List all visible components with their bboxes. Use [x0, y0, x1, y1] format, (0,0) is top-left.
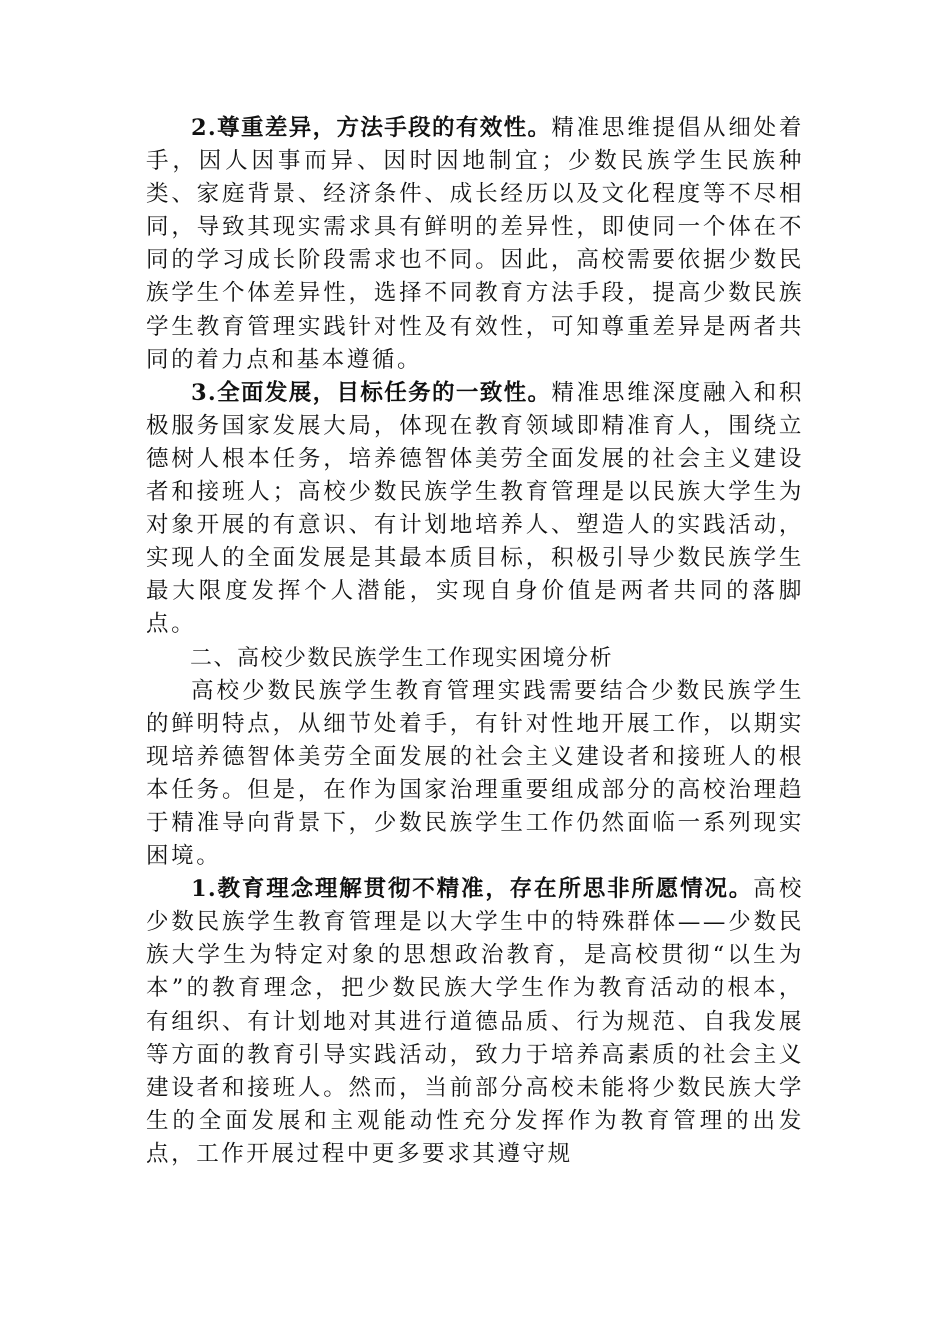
document-body [146, 112, 804, 1171]
paragraph-lead: 1.教育理念理解贯彻不精准，存在所思非所愿情况。 [191, 876, 754, 903]
paragraph-text: 精准思维提倡从细处着手，因人因事而异、因时因地制宜；少数民族学生民族种类、家庭背景、经济条件、成长经历以及文化程度等不尽相同，导致其现实需求具有鲜明的差异性，即使同一个体在不同的学习成长阶段需求也不同。因此，高校需要依据少数民族学生个体差异性，选择不同教育方法手段，提高少数民族学生教育管理实践针对性及有效性，可知尊重差异是两者共同的着力点和基本遵循。 [146, 115, 804, 373]
paragraph-text: 精准思维深度融入和积极服务国家发展大局，体现在教育领域即精准育人，围绕立德树人根本任务，培养德智体美劳全面发展的社会主义建设者和接班人；高校少数民族学生教育管理是以民族大学生为对象开展的有意识、有计划地培养人、塑造人的实践活动，实现人的全面发展是其最本质目标，积极引导少数民族学生最大限度发挥个人潜能，实现自身价值是两者共同的落脚点。 [146, 379, 804, 638]
paragraph-lead: 3.全面发展，目标任务的一致性。 [191, 379, 552, 406]
paragraph-education-concept [146, 873, 804, 1171]
paragraph-intro: 高校少数民族学生教育管理实践需要结合少数民族学生的鲜明特点，从细节处着手，有针对性地开展工作，以期实现培养德智体美劳全面发展的社会主义建设者和接班人的根本任务。但是，在作为国家治理重要组成部分的高校治理趋于精准导向背景下，少数民族学生工作仍然面临一系列现实困境。 [146, 677, 804, 870]
paragraph-all-round-development [146, 377, 804, 642]
paragraph-respect-differences [146, 112, 804, 377]
section-heading: 二、高校少数民族学生工作现实困境分析 [190, 645, 614, 671]
paragraph-text: 高校少数民族学生教育管理是以大学生中的特殊群体——少数民族大学生为特定对象的思想政治教育，是高校贯彻“以生为本”的教育理念，把少数民族大学生作为教育活动的根本，有组织、有计划地对其进行道德品质、行为规范、自我发展等方面的教育引导实践活动，致力于培养高素质的社会主义建设者和接班人。然而，当前部分高校未能将少数民族大学生的全面发展和主观能动性充分发挥作为教育管理的出发点，工作开展过程中更多要求其遵守规 [146, 876, 805, 1167]
paragraph-lead: 2.尊重差异，方法手段的有效性。 [191, 115, 552, 141]
